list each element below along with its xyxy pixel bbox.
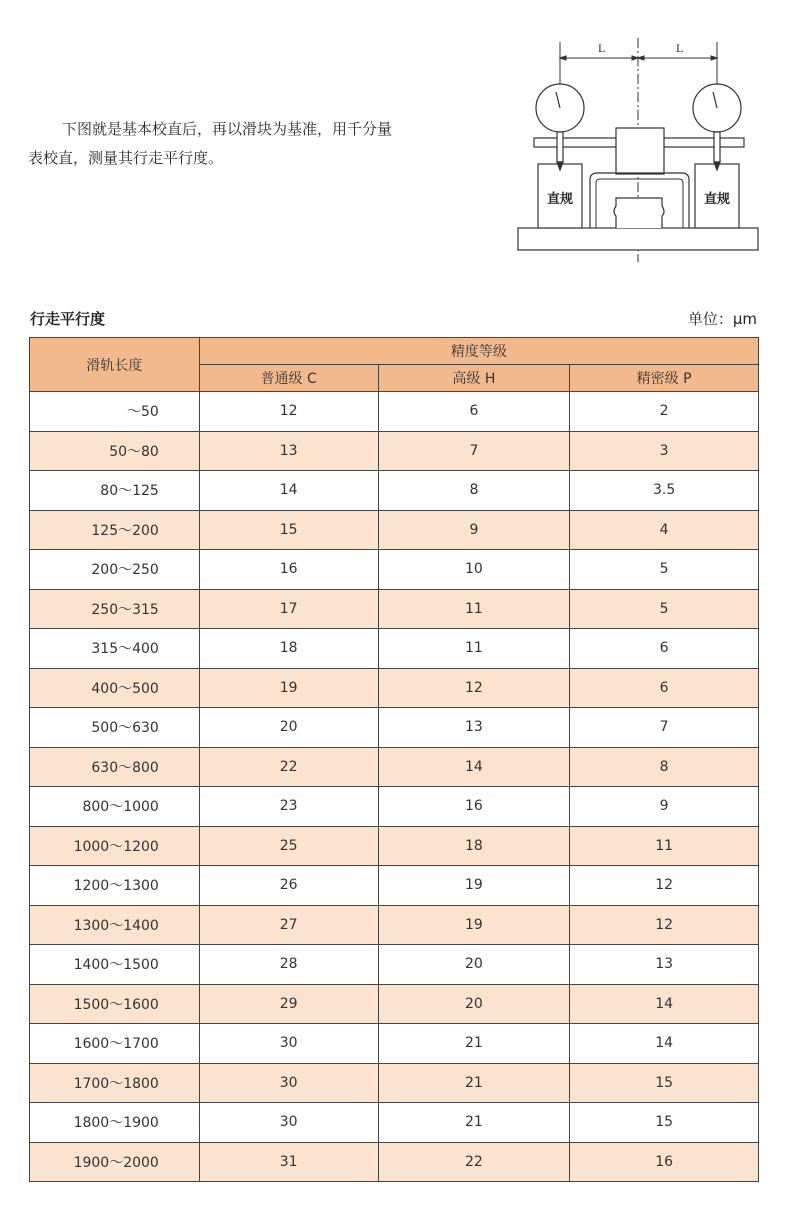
table-row — [30, 945, 759, 985]
table-row — [30, 510, 759, 550]
cell-length: 125～200 — [30, 510, 200, 550]
base-plate — [518, 228, 758, 250]
table-row — [30, 392, 759, 432]
header-grade-c: 普通级 C — [199, 365, 378, 392]
unit-label: 单位：μm — [687, 310, 757, 328]
header-length: 滑轨长度 — [30, 338, 200, 392]
cell-length: 400～500 — [30, 668, 200, 708]
cell-length: 1400～1500 — [30, 945, 200, 985]
table-row — [30, 1024, 759, 1064]
cell-grade-h: 16 — [378, 787, 570, 827]
table-row — [30, 471, 759, 511]
table-row — [30, 747, 759, 787]
cell-grade-c: 27 — [199, 905, 378, 945]
table-row — [30, 550, 759, 590]
cell-grade-p: 15 — [570, 1103, 759, 1143]
slider-block — [616, 128, 664, 174]
cell-grade-h: 6 — [378, 392, 570, 432]
cell-grade-p: 2 — [570, 392, 759, 432]
cell-grade-p: 7 — [570, 708, 759, 748]
cell-length: 250～315 — [30, 589, 200, 629]
cell-grade-p: 16 — [570, 1142, 759, 1182]
cell-length: 1700～1800 — [30, 1063, 200, 1103]
table-row — [30, 1103, 759, 1143]
cell-length: 200～250 — [30, 550, 200, 590]
cell-grade-h: 18 — [378, 826, 570, 866]
table-row — [30, 905, 759, 945]
cell-grade-h: 21 — [378, 1024, 570, 1064]
cell-length: 80～125 — [30, 471, 200, 511]
cell-grade-h: 9 — [378, 510, 570, 550]
cell-grade-p: 3.5 — [570, 471, 759, 511]
cell-grade-c: 20 — [199, 708, 378, 748]
cell-grade-h: 11 — [378, 589, 570, 629]
cell-length: 1600～1700 — [30, 1024, 200, 1064]
header-grade-h: 高级 H — [378, 365, 570, 392]
cell-grade-h: 11 — [378, 629, 570, 669]
table-row — [30, 984, 759, 1024]
cell-grade-h: 19 — [378, 866, 570, 906]
cell-grade-p: 5 — [570, 550, 759, 590]
table-row — [30, 431, 759, 471]
dimension-right-label: L — [676, 41, 684, 55]
dimension-left-label: L — [598, 41, 606, 55]
table-row — [30, 668, 759, 708]
cell-grade-h: 19 — [378, 905, 570, 945]
cell-grade-c: 15 — [199, 510, 378, 550]
cell-grade-c: 19 — [199, 668, 378, 708]
cell-grade-c: 23 — [199, 787, 378, 827]
table-row — [30, 866, 759, 906]
header-grade-p: 精密级 P — [570, 365, 759, 392]
cell-length: 630～800 — [30, 747, 200, 787]
cell-grade-p: 12 — [570, 905, 759, 945]
cell-grade-c: 30 — [199, 1103, 378, 1143]
header-grade-group: 精度等级 — [199, 338, 758, 365]
cell-grade-p: 13 — [570, 945, 759, 985]
cell-grade-p: 14 — [570, 984, 759, 1024]
cell-grade-h: 12 — [378, 668, 570, 708]
table-body — [30, 392, 759, 1182]
cell-grade-h: 21 — [378, 1103, 570, 1143]
cell-grade-p: 8 — [570, 747, 759, 787]
cell-grade-p: 9 — [570, 787, 759, 827]
table-row — [30, 708, 759, 748]
parallelism-table — [29, 337, 759, 1182]
cell-length: ～50 — [30, 392, 200, 432]
table-row — [30, 1142, 759, 1182]
cell-grade-h: 22 — [378, 1142, 570, 1182]
right-dial-gauge-icon — [693, 84, 741, 170]
cell-length: 50～80 — [30, 431, 200, 471]
cell-grade-h: 7 — [378, 431, 570, 471]
cell-grade-h: 14 — [378, 747, 570, 787]
cell-grade-p: 6 — [570, 629, 759, 669]
cell-grade-p: 3 — [570, 431, 759, 471]
cell-grade-c: 14 — [199, 471, 378, 511]
cell-length: 1200～1300 — [30, 866, 200, 906]
cell-grade-p: 6 — [570, 668, 759, 708]
cell-grade-p: 15 — [570, 1063, 759, 1103]
cell-grade-h: 21 — [378, 1063, 570, 1103]
cell-grade-c: 31 — [199, 1142, 378, 1182]
cell-grade-c: 28 — [199, 945, 378, 985]
cell-length: 1000～1200 — [30, 826, 200, 866]
cell-length: 1900～2000 — [30, 1142, 200, 1182]
cell-grade-p: 11 — [570, 826, 759, 866]
table-row — [30, 1063, 759, 1103]
table-row — [30, 629, 759, 669]
cell-grade-c: 30 — [199, 1063, 378, 1103]
cell-grade-c: 16 — [199, 550, 378, 590]
intro-paragraph — [28, 115, 448, 173]
cell-grade-p: 12 — [570, 866, 759, 906]
cell-grade-c: 22 — [199, 747, 378, 787]
cell-length: 315～400 — [30, 629, 200, 669]
left-dial-gauge-icon — [536, 84, 584, 170]
cell-grade-c: 25 — [199, 826, 378, 866]
cell-grade-h: 20 — [378, 984, 570, 1024]
cell-grade-c: 29 — [199, 984, 378, 1024]
cell-grade-p: 14 — [570, 1024, 759, 1064]
cell-length: 1500～1600 — [30, 984, 200, 1024]
cell-length: 1800～1900 — [30, 1103, 200, 1143]
rail-profile — [614, 198, 664, 228]
measurement-diagram — [512, 30, 767, 270]
intro-line-2: 表校直，测量其行走平行度。 — [28, 149, 224, 167]
table-row — [30, 787, 759, 827]
cell-grade-c: 18 — [199, 629, 378, 669]
table-row — [30, 826, 759, 866]
cell-grade-h: 13 — [378, 708, 570, 748]
cell-length: 1300～1400 — [30, 905, 200, 945]
cell-length: 500～630 — [30, 708, 200, 748]
cell-grade-p: 4 — [570, 510, 759, 550]
cell-grade-h: 10 — [378, 550, 570, 590]
cell-grade-c: 26 — [199, 866, 378, 906]
right-block-label: 直规 — [703, 192, 731, 207]
cell-grade-c: 17 — [199, 589, 378, 629]
cell-grade-c: 13 — [199, 431, 378, 471]
cell-grade-p: 5 — [570, 589, 759, 629]
left-block-label: 直规 — [546, 192, 574, 207]
cell-grade-h: 8 — [378, 471, 570, 511]
section-title: 行走平行度 — [30, 310, 106, 328]
cell-length: 800～1000 — [30, 787, 200, 827]
cell-grade-c: 12 — [199, 392, 378, 432]
cell-grade-h: 20 — [378, 945, 570, 985]
table-row — [30, 589, 759, 629]
intro-line-1: 下图就是基本校直后，再以滑块为基准，用千分量 — [62, 120, 393, 138]
cell-grade-c: 30 — [199, 1024, 378, 1064]
